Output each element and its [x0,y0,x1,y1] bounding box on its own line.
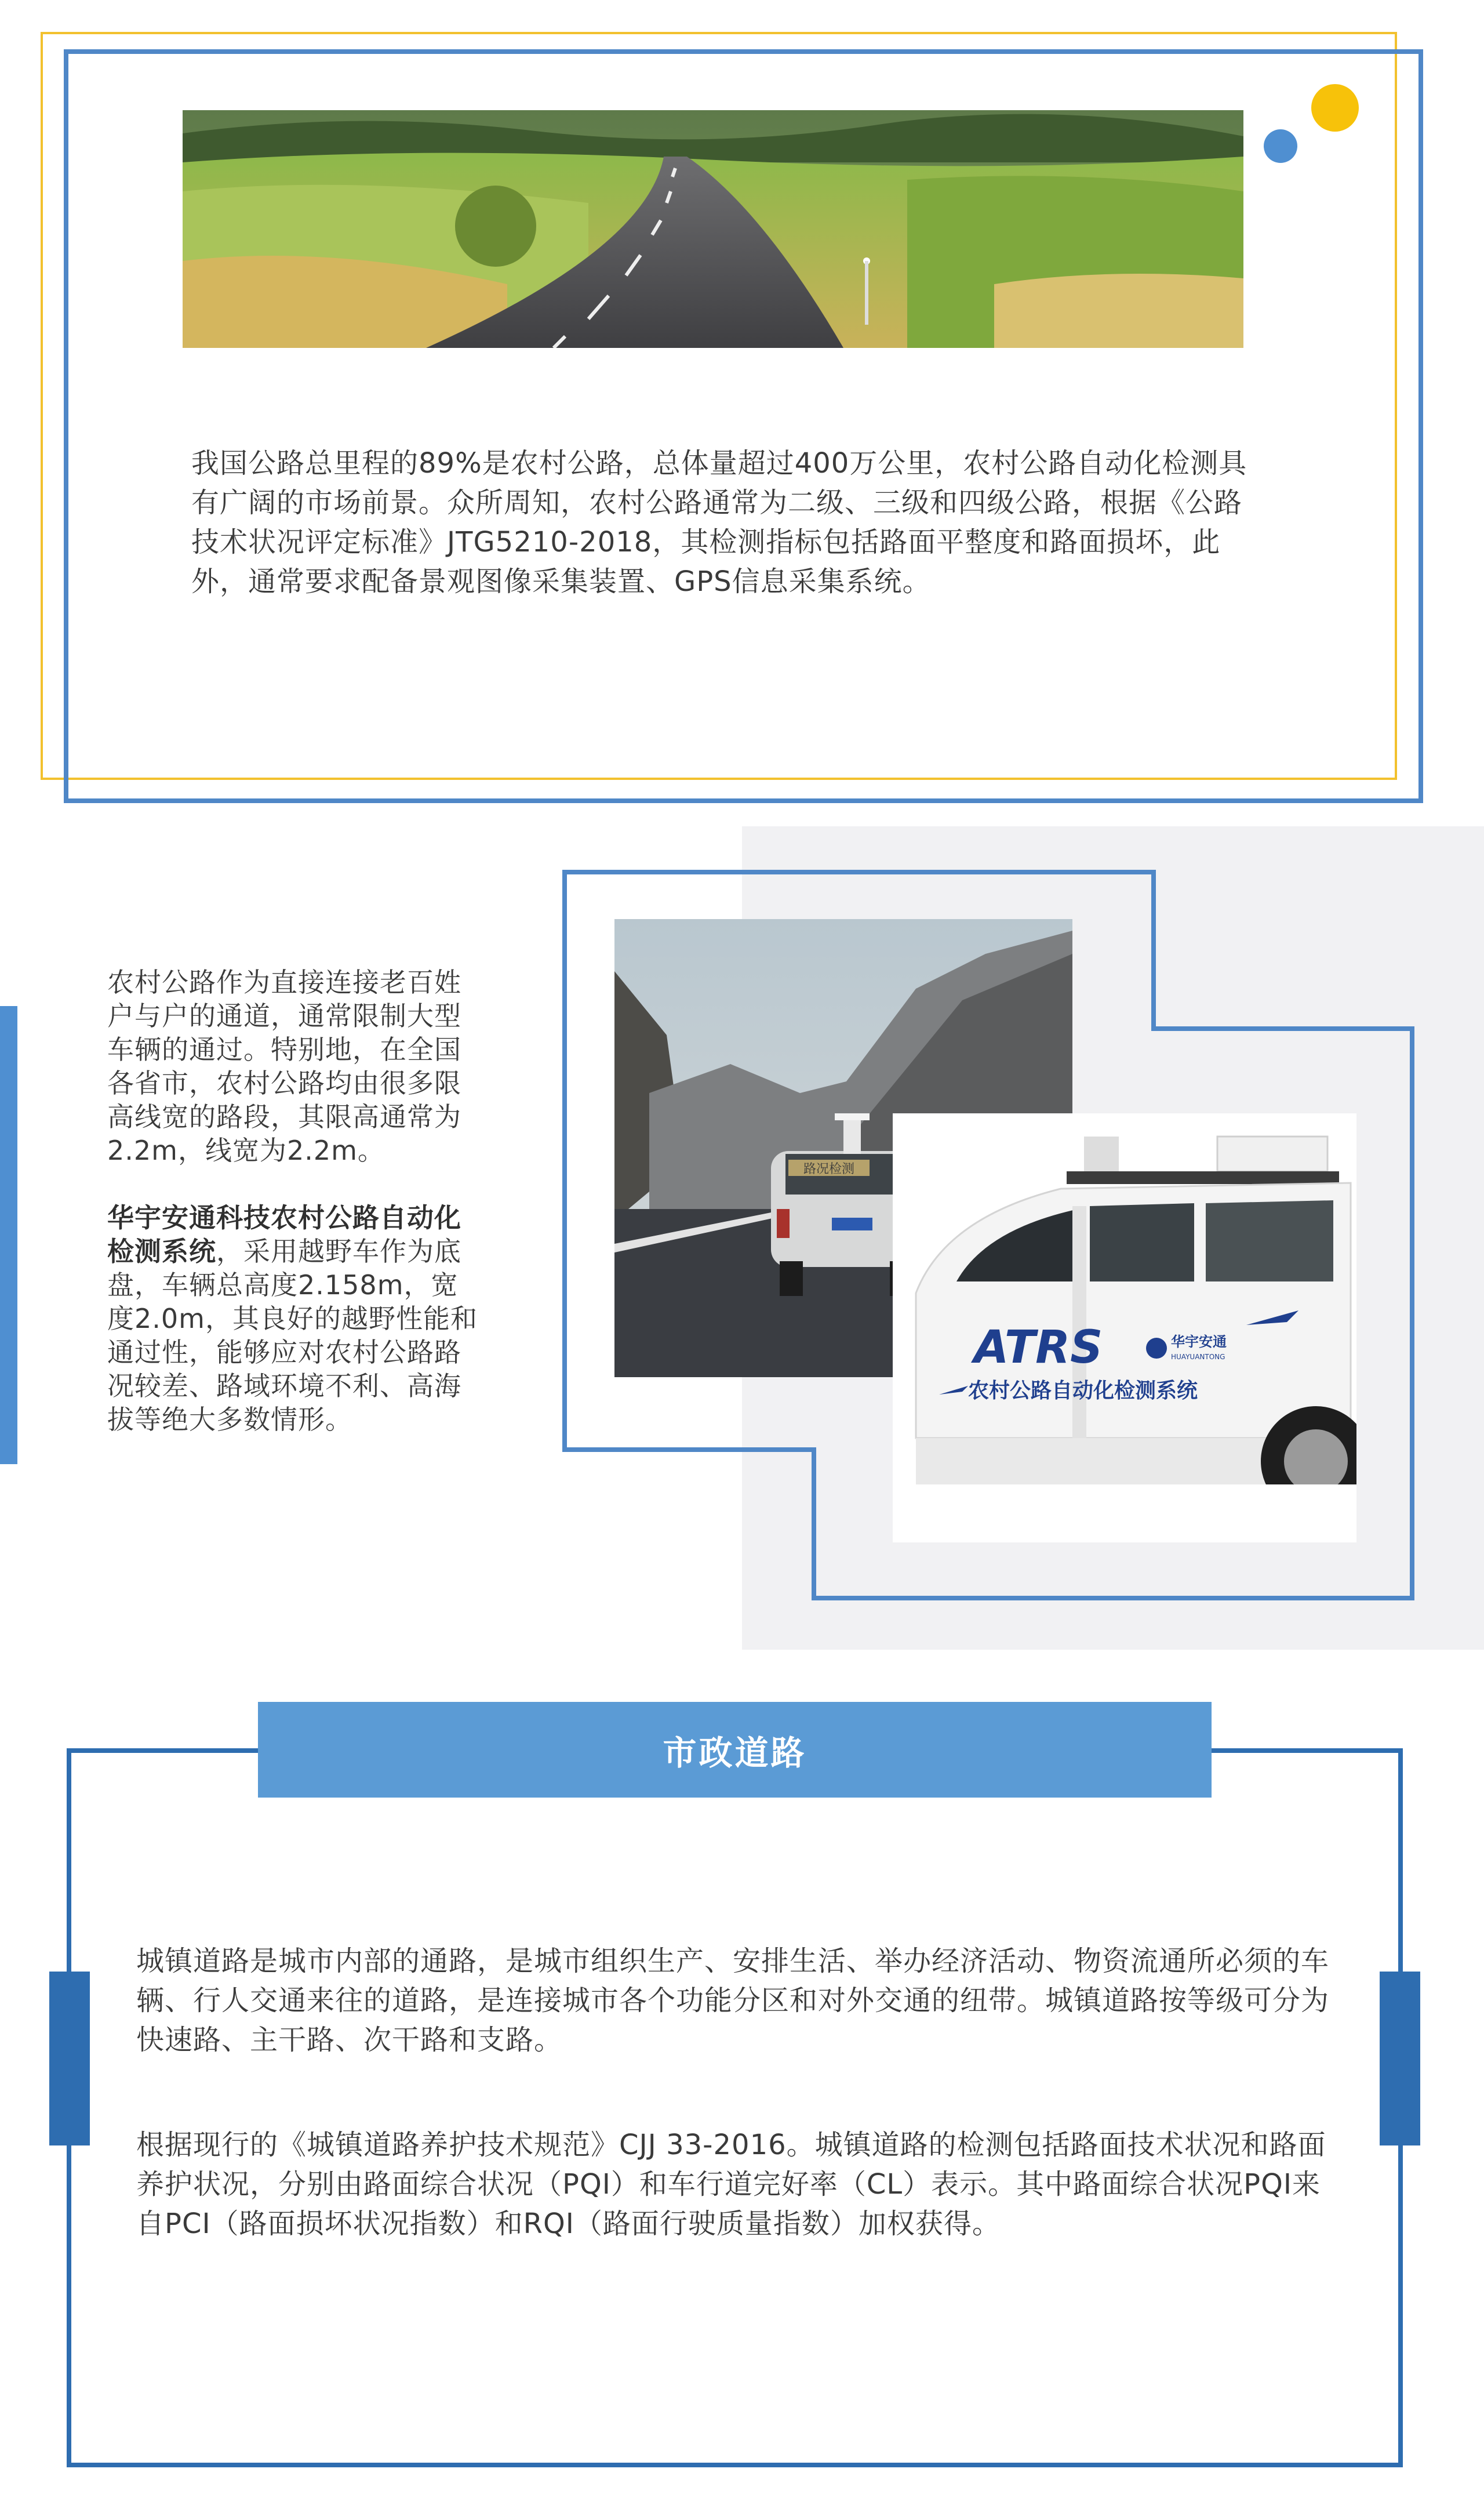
atrs-brand-text: ATRS [974,1322,1103,1374]
urban-roads-standard-paragraph: 根据现行的《城镇道路养护技术规范》CJJ 33-2016。城镇道路的检测包括路面技术状况和路面养护状况，分别由路面综合状况（PQI）和车行道完好率（CL）表示。其中路面综合状况PQI来自PCI（路面损坏状况指数）和RQI（路面行驶质量指数）加权获得。 [136,2129,1326,2240]
height-limit-paragraph: 农村公路作为直接连接老百姓户与户的通道，通常限制大型车辆的通过。特别地，在全国各省市，农村公路均由很多限高线宽的路段，其限高通常为2.2m，线宽为2.2m。 [107,967,461,1166]
yellow-circle-decoration [1311,84,1359,132]
atrs-car-illustration [893,1113,1356,1542]
municipal-roads-frame [67,1748,1403,2467]
left-accent-bar [0,1006,17,1464]
rural-vehicle-description [107,965,478,1470]
system-paragraph [107,1201,478,1436]
system-name-on-car: 农村公路自动化检测系统 [968,1379,1198,1403]
rural-road-photo [183,110,1243,348]
rear-car-sign-text: 路况检测 [803,1162,855,1177]
company-logo-text: 华宇安通 [1171,1334,1227,1350]
blue-circle-decoration [1264,129,1297,163]
urban-roads-definition-paragraph: 城镇道路是城市内部的通路，是城市组织生产、安排生活、举办经济活动、物资流通所必须的车辆、行人交通来往的道路，是连接城市各个功能分区和对外交通的纽带。城镇道路按等级可分为快速路、主干路、次干路和支路。 [136,1945,1330,2056]
left-side-tab [49,1972,90,2145]
rural-road-illustration [183,110,1243,348]
system-description: ，采用越野车作为底盘，车辆总高度2.158m，宽度2.0m，其良好的越野性能和通过性，能够应对农村公路路况较差、路域环境不利、高海拔等绝大多数情形。 [107,1236,478,1435]
municipal-roads-title: 市政道路 [258,1702,1212,1798]
system-name-bold: 华宇安通科技农村公路自动化检测系统 [107,1202,461,1267]
right-side-tab [1380,1972,1420,2145]
company-logo-en-text: HUAYUANTONG [1171,1353,1225,1361]
rural-roads-intro-paragraph: 我国公路总里程的89%是农村公路，总体量超过400万公里，农村公路自动化检测具有广阔的市场前景。众所周知，农村公路通常为二级、三级和四级公路，根据《公路技术状况评定标准》JTG5210-2018，其检测指标包括路面平整度和路面损坏，此外，通常要求配备景观图像采集装置、GPS信息采集系统。 [191,447,1247,598]
atrs-vehicle-photo [893,1113,1356,1542]
